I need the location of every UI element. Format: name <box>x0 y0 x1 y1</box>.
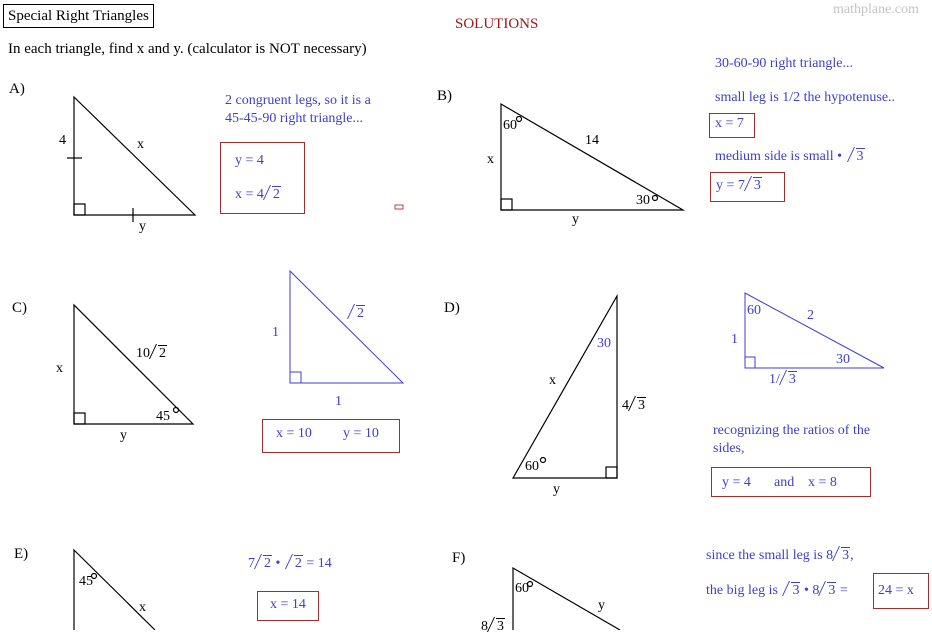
f-note-2: the big leg is 3 • 8 3 = <box>706 583 848 598</box>
b-left-label: x <box>487 152 494 167</box>
a-answer-x: x = 4 2 <box>235 187 280 202</box>
triangle-e <box>74 550 155 630</box>
problem-f-label: F) <box>452 550 466 566</box>
problem-e-label: E) <box>14 546 29 562</box>
c-answer-x: x = 10 <box>276 426 312 441</box>
a-note-1: 2 congruent legs, so it is a <box>225 93 371 108</box>
e-answer-x: x = 14 <box>270 597 306 612</box>
d-ref-left: 1 <box>731 332 738 347</box>
problem-d-label: D) <box>444 300 460 316</box>
instructions: In each triangle, find x and y. (calculator is NOT necessary) <box>8 41 367 57</box>
b-note-3: medium side is small • 3 <box>715 149 864 164</box>
triangle-c-reference <box>290 271 403 383</box>
e-calculation: 7 2 • 2 = 14 <box>248 556 332 571</box>
b-note-1: 30-60-90 right triangle... <box>715 56 854 71</box>
a-note-2: 45-45-90 right triangle... <box>225 111 364 126</box>
problem-a-label: A) <box>9 81 25 97</box>
problem-b-label: B) <box>437 88 452 104</box>
d-bottom-label: y <box>553 482 560 497</box>
c-bottom-label: y <box>120 428 127 443</box>
e-angle-label: 45 <box>79 574 93 589</box>
d-angle-top: 30 <box>597 336 611 351</box>
c-answer-y: y = 10 <box>343 426 379 441</box>
triangle-c <box>74 305 193 424</box>
e-hyp-label: x <box>139 600 146 615</box>
c-ref-left: 1 <box>272 325 279 340</box>
a-side-label: 4 <box>59 133 66 148</box>
d-answer-and: and <box>774 475 795 490</box>
c-ref-bottom: 1 <box>335 394 342 409</box>
triangle-b <box>501 104 683 210</box>
d-note-2: sides, <box>713 441 745 456</box>
b-angle-right: 30 <box>636 193 650 208</box>
triangle-d <box>513 296 617 478</box>
a-answer-y: y = 4 <box>235 153 264 168</box>
b-answer-y: y = 7 3 <box>716 178 761 193</box>
d-answer-y: y = 4 <box>722 475 751 490</box>
d-answer-x: x = 8 <box>808 475 837 490</box>
triangle-d-reference <box>745 293 884 368</box>
b-bottom-label: y <box>572 212 579 227</box>
page-title: Special Right Triangles <box>3 4 154 28</box>
solutions-heading: SOLUTIONS <box>455 16 539 32</box>
c-left-label: x <box>56 361 63 376</box>
d-angle-bottom: 60 <box>525 459 539 474</box>
d-ref-bottom: 1/ 3 <box>769 372 796 387</box>
d-hyp-label: x <box>549 373 556 388</box>
f-left-label: 8 3 <box>481 619 504 634</box>
c-hyp-label: 10 2 <box>136 346 166 361</box>
b-hyp-label: 14 <box>585 133 599 148</box>
f-hyp-label: y <box>598 598 605 613</box>
b-note-2: small leg is 1/2 the hypotenuse.. <box>715 90 896 105</box>
small-red-mark <box>395 205 403 209</box>
problem-c-label: C) <box>12 300 27 316</box>
site-watermark: mathplane.com <box>833 2 919 17</box>
d-right-label: 4 3 <box>622 398 645 413</box>
a-bottom-label: y <box>139 219 146 234</box>
a-hyp-label: x <box>137 137 144 152</box>
triangle-a <box>67 97 195 222</box>
f-angle-label: 60 <box>515 581 529 596</box>
b-angle-top: 60 <box>503 118 517 133</box>
d-ref-top: 60 <box>747 303 761 318</box>
f-answer: 24 = x <box>878 583 914 598</box>
d-ref-right: 30 <box>836 352 850 367</box>
b-answer-x: x = 7 <box>715 116 744 131</box>
c-angle-label: 45 <box>156 409 170 424</box>
f-note-1: since the small leg is 8 3, <box>706 548 854 563</box>
d-note-1: recognizing the ratios of the <box>713 423 871 438</box>
c-ref-hyp: 2 <box>350 306 365 322</box>
d-ref-hyp: 2 <box>807 308 814 323</box>
